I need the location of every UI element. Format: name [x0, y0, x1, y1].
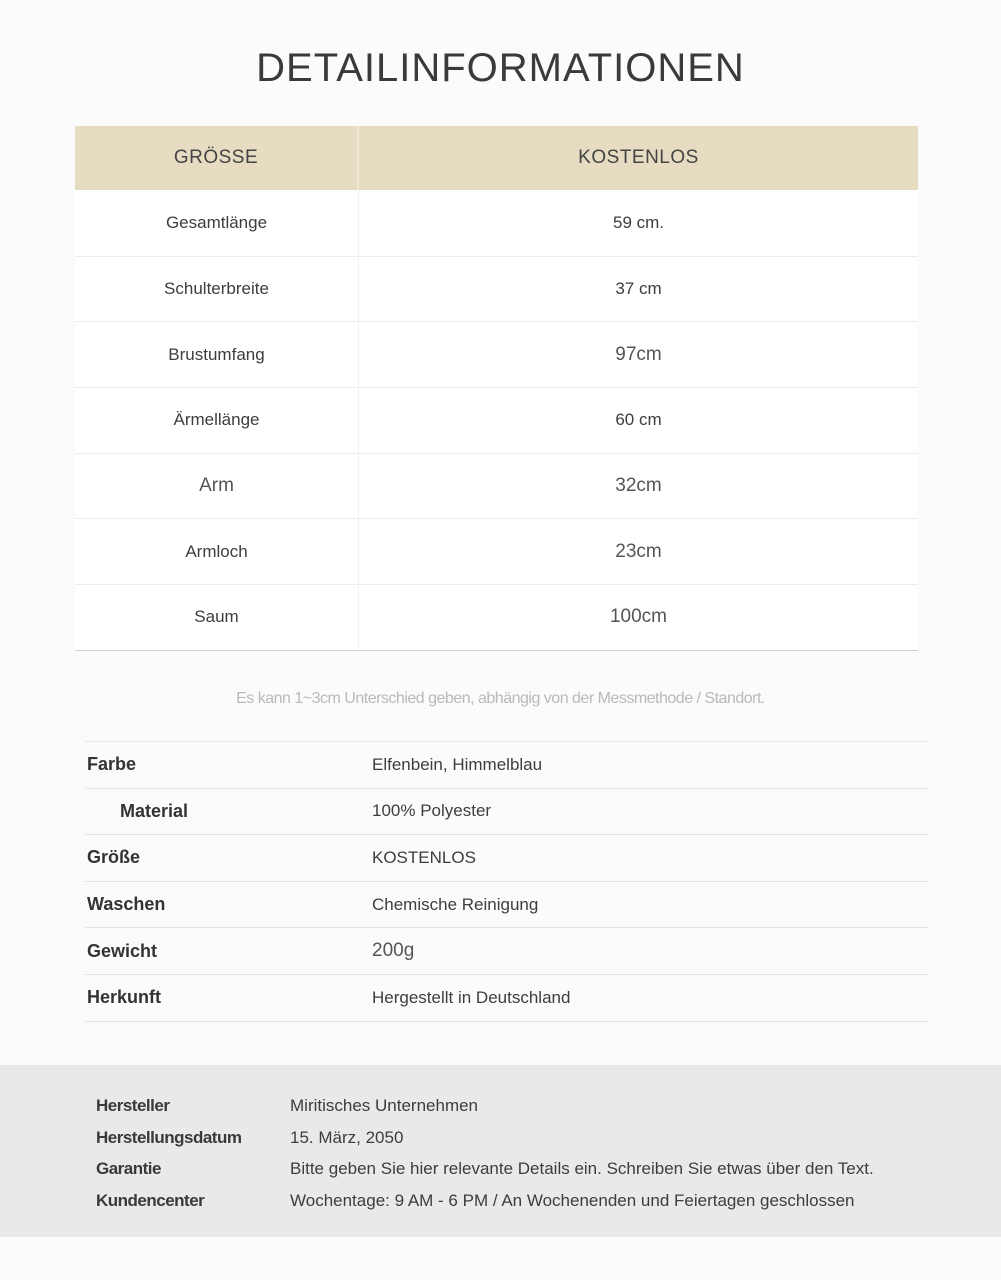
size-row-value: 100cm	[609, 606, 668, 628]
spec-label: Farbe	[87, 754, 137, 775]
spec-table	[85, 741, 928, 1022]
footer-row	[0, 1185, 1001, 1217]
table-row	[75, 387, 918, 453]
spec-value: Hergestellt in Deutschland	[372, 987, 571, 1007]
size-header-label: GRÖSSE	[75, 126, 359, 190]
spec-row	[85, 742, 928, 789]
footer-row	[0, 1090, 1001, 1122]
page-title: DETAILINFORMATIONEN	[256, 46, 745, 90]
size-row-label: Brustumfang	[75, 322, 359, 387]
footer-label: Kundencenter	[96, 1190, 205, 1210]
footer-label: Herstellungsdatum	[96, 1127, 242, 1147]
spec-label: Gewicht	[87, 940, 158, 961]
spec-row	[85, 835, 928, 882]
size-table-header	[75, 126, 918, 190]
size-row-value: 97cm	[615, 343, 662, 365]
size-row-label: Armloch	[75, 519, 359, 584]
footer-value: Miritisches Unternehmen	[290, 1095, 479, 1115]
spec-label: Waschen	[87, 894, 166, 915]
footer-row	[0, 1153, 1001, 1185]
spec-row	[85, 789, 928, 836]
size-row-value: 37 cm	[615, 279, 662, 299]
table-row	[75, 190, 918, 256]
spec-value: Chemische Reinigung	[372, 894, 539, 914]
manufacturer-info	[0, 1065, 1001, 1237]
spec-value: 100% Polyester	[372, 801, 492, 821]
table-row	[75, 518, 918, 584]
size-row-value: 23cm	[615, 540, 662, 562]
spec-value: KOSTENLOS	[372, 847, 476, 867]
spec-row	[85, 975, 928, 1022]
size-row-value: 60 cm	[615, 410, 662, 430]
size-row-label: Schulterbreite	[75, 257, 359, 322]
footer-label: Hersteller	[96, 1095, 170, 1115]
size-row-label: Gesamtlänge	[75, 190, 359, 256]
size-row-label: Ärmellänge	[75, 388, 359, 453]
footer-value: Wochentage: 9 AM - 6 PM / An Wochenenden und Feiertagen geschlossen	[290, 1190, 855, 1210]
measurement-note: Es kann 1~3cm Unterschied geben, abhängig von der Messmethode / Standort.	[236, 690, 765, 707]
table-row	[75, 453, 918, 519]
footer-label: Garantie	[96, 1159, 161, 1179]
footer-value: 15. März, 2050	[290, 1127, 404, 1147]
footer-value: Bitte geben Sie hier relevante Details ein. Schreiben Sie etwas über den Text.	[290, 1159, 874, 1179]
spec-label: Größe	[87, 847, 141, 868]
spec-value: 200g	[372, 940, 415, 962]
size-header-value: KOSTENLOS	[578, 147, 699, 168]
size-row-label: Saum	[75, 585, 359, 650]
table-row	[75, 256, 918, 322]
spec-row	[85, 928, 928, 975]
size-table	[75, 126, 918, 651]
spec-row	[85, 882, 928, 929]
spec-label: Herkunft	[87, 987, 162, 1008]
size-row-value: 32cm	[615, 475, 662, 497]
table-row	[75, 584, 918, 650]
spec-value: Elfenbein, Himmelblau	[372, 754, 543, 774]
size-row-value: 59 cm.	[612, 212, 665, 232]
table-row	[75, 321, 918, 387]
spec-label: Material	[120, 800, 189, 821]
size-row-label: Arm	[75, 454, 359, 519]
footer-row	[0, 1122, 1001, 1154]
